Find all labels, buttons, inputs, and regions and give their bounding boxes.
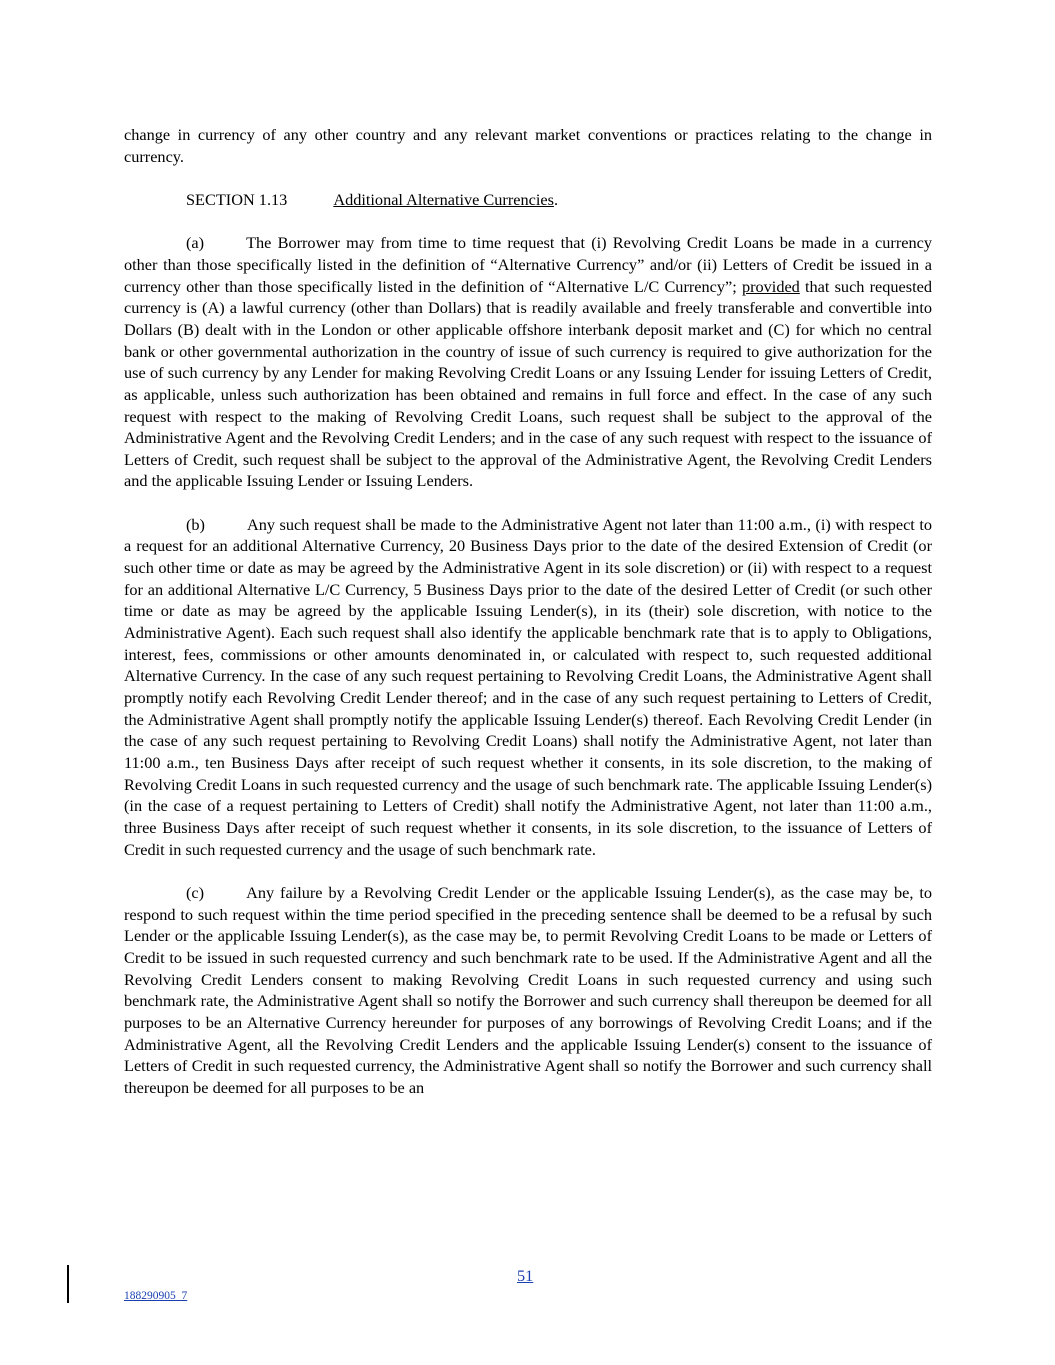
paragraph-c-label: (c): [186, 882, 205, 902]
section-title: Additional Alternative Currencies: [333, 189, 554, 209]
page-number[interactable]: 51: [517, 1266, 534, 1285]
paragraph-a-text-2: that such requested currency is (A) a lawful currency (other than Dollars) that is readily available and freely transferable and convertible into Dollars (B) dealt with in the London or other applicable offshore interbank deposit market and (C) for which no central bank or other governmental authorization in the country of issue of such currency is required to give authorization for the use of such currency by any Lender for making Revolving Credit Loans or any Issuing Lender for issuing Letters of Credit, as applicable, unless such authorization has been obtained and remains in full force and effect. In the case of any such request with respect to the making of Revolving Credit Loans, such request shall be subject to the approval of the Administrative Agent and the Revolving Credit Lenders; and in the case of any such request with respect to the issuance of Letters of Credit, such request shall be subject to the approval of the Administrative Agent, the Revolving Credit Lenders and the applicable Issuing Lender or Issuing Lenders.: [124, 276, 932, 491]
section-title-period: .: [553, 189, 559, 209]
paragraph-a: [124, 232, 932, 492]
document-body: [124, 124, 932, 1098]
section-heading: [124, 189, 932, 211]
section-number: SECTION 1.13: [186, 189, 288, 209]
paragraph-a-text-1: The Borrower may from time to time request that (i) Revolving Credit Loans be made in a currency other than those specifically listed in the definition of “Alternative Currency” and/or (ii) Letters of Credit be issued in a currency other than those specifically listed in the definition of “Alternative L/C Currency”;: [124, 233, 932, 296]
paragraph-b-text: Any such request shall be made to the Administrative Agent not later than 11:00 a.m., (i) with respect to a request for an additional Alternative Currency, 20 Business Days prior to the date of the desired Extension of Credit (or such other time or date as may be agreed by the Administrative Agent in its sole discretion) or (ii) with respect to a request for an additional Alternative L/C Currency, 5 Business Days prior to the date of the desired Letter of Credit (or such other time or date as may be agreed by the applicable Issuing Lender(s), in its (their) sole discretion, with notice to the Administrative Agent). Each such request shall also identify the applicable benchmark rate that is to apply to Obligations, interest, fees, commissions or other amounts denominated in, or calculated with respect to, such requested additional Alternative Currency. In the case of any such request pertaining to Revolving Credit Loans, the Administrative Agent shall promptly notify each Revolving Credit Lender thereof; and in the case of any such request pertaining to Letters of Credit, the Administrative Agent shall promptly notify the applicable Issuing Lender(s) thereof. Each Revolving Credit Lender (in the case of any such request pertaining to Revolving Credit Loans) shall notify the Administrative Agent, not later than 11:00 a.m., ten Business Days after receipt of such request whether it consents, in its sole discretion, to the making of Revolving Credit Loans in such requested currency and the usage of such benchmark rate. The applicable Issuing Lender(s) (in the case of a request pertaining to Letters of Credit) shall notify the Administrative Agent, not later than 11:00 a.m., three Business Days after receipt of such request whether it consents, in its sole discretion, to the issuance of Letters of Credit in such requested currency and the usage of such benchmark rate.: [124, 514, 932, 859]
paragraph-b-label: (b): [186, 514, 205, 534]
paragraph-c-text: Any failure by a Revolving Credit Lender or the applicable Issuing Lender(s), as the case may be, to respond to such request within the time period specified in the preceding sentence shall be deemed to be a refusal by such Lender or the applicable Issuing Lender(s), as the case may be, to permit Revolving Credit Loans to be made or Letters of Credit to be issued in such requested currency and such benchmark rate to be used. If the Administrative Agent and all the Revolving Credit Lenders consent to making Revolving Credit Loans in such requested currency and using such benchmark rate, the Administrative Agent shall so notify the Borrower and such currency shall thereupon be deemed for all purposes to be an Alternative Currency hereunder for purposes of any borrowings of Revolving Credit Loans; and if the Administrative Agent, all the Revolving Credit Lenders and the applicable Issuing Lender(s) consent to the issuance of Letters of Credit in such requested currency, the Administrative Agent shall so notify the Borrower and such currency shall thereupon be deemed for all purposes to be an: [124, 882, 932, 1097]
change-bar: [67, 1265, 69, 1303]
document-id[interactable]: 188290905_7: [124, 1290, 188, 1302]
provided-term: provided: [741, 276, 800, 296]
paragraph-a-label: (a): [186, 233, 205, 253]
paragraph-b: [124, 514, 932, 861]
intro-paragraph: change in currency of any other country and any relevant market conventions or practices relating to the change in currency.: [124, 125, 932, 166]
paragraph-c: [124, 882, 932, 1099]
